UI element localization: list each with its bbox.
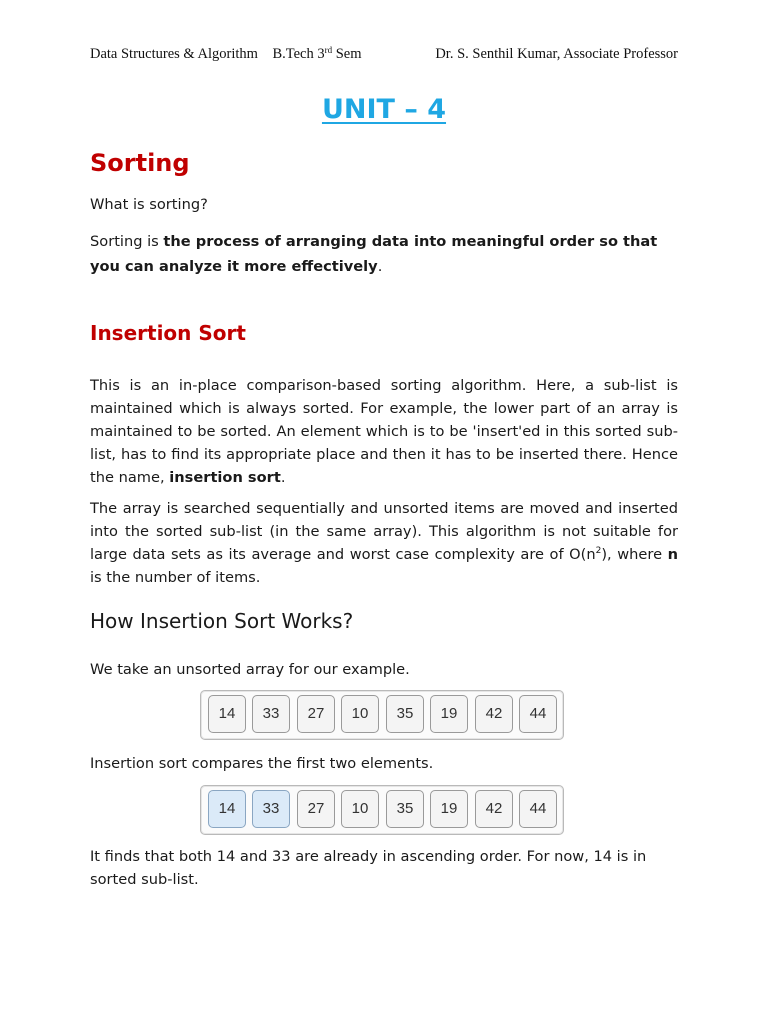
page-header <box>90 46 678 66</box>
array-cell: 27 <box>297 695 335 733</box>
step-3-text: It finds that both 14 and 33 are already in ascending order. For now, 14 is in sorted sub-list. <box>90 848 647 888</box>
header-course: Data Structures & Algorithm <box>90 46 258 62</box>
insertion-sort-complexity: The array is searched sequentially and unsorted items are moved and inserted into the sorted sub-list (in the same array). This algorithm is not suitable for large data sets as its average and worst case complexity are of $O(n^2)$, where n is the number of items. <box>90 500 678 586</box>
array-cell: 19 <box>430 695 468 733</box>
array-cell: 35 <box>386 695 424 733</box>
header-author: Dr. S. Senthil Kumar, Associate Professor <box>435 46 678 62</box>
sorting-definition: Sorting is the process of arranging data into meaningful order so that you can analyze it more effectively. <box>90 233 658 275</box>
step-1-text: We take an unsorted array for our example. <box>90 661 410 678</box>
array-cell-highlighted: 14 <box>208 790 246 828</box>
array-cell: 42 <box>475 695 513 733</box>
array-diagram-compare <box>200 785 564 835</box>
header-course-info <box>90 46 361 63</box>
array-cell: 42 <box>475 790 513 828</box>
step-2-text: Insertion sort compares the first two elements. <box>90 755 434 772</box>
header-semester: B.Tech 3rd Sem <box>272 45 362 62</box>
sorting-heading: Sorting <box>90 149 190 177</box>
array-cell: 44 <box>519 790 557 828</box>
array-cell: 35 <box>386 790 424 828</box>
array-cell: 19 <box>430 790 468 828</box>
unit-title: UNIT – 4 <box>321 94 447 125</box>
array-cell: 33 <box>252 695 290 733</box>
array-cell-highlighted: 33 <box>252 790 290 828</box>
array-cell: 27 <box>297 790 335 828</box>
array-cell: 10 <box>341 790 379 828</box>
array-cell: 10 <box>341 695 379 733</box>
insertion-sort-heading: Insertion Sort <box>90 321 246 345</box>
how-it-works-heading: How Insertion Sort Works? <box>90 609 354 633</box>
array-cell: 44 <box>519 695 557 733</box>
sorting-question: What is sorting? <box>90 196 208 213</box>
array-diagram-unsorted <box>200 690 564 740</box>
array-cell: 14 <box>208 695 246 733</box>
insertion-sort-description: This is an in-place comparison-based sorting algorithm. Here, a sub-list is maintained which is always sorted. For example, the lower part of an array is maintained to be sorted. An element which is to be 'insert'ed in this sorted sub-list, has to find its appropriate place and then it has to be inserted there. Hence the name, insertion sort. <box>90 377 678 486</box>
